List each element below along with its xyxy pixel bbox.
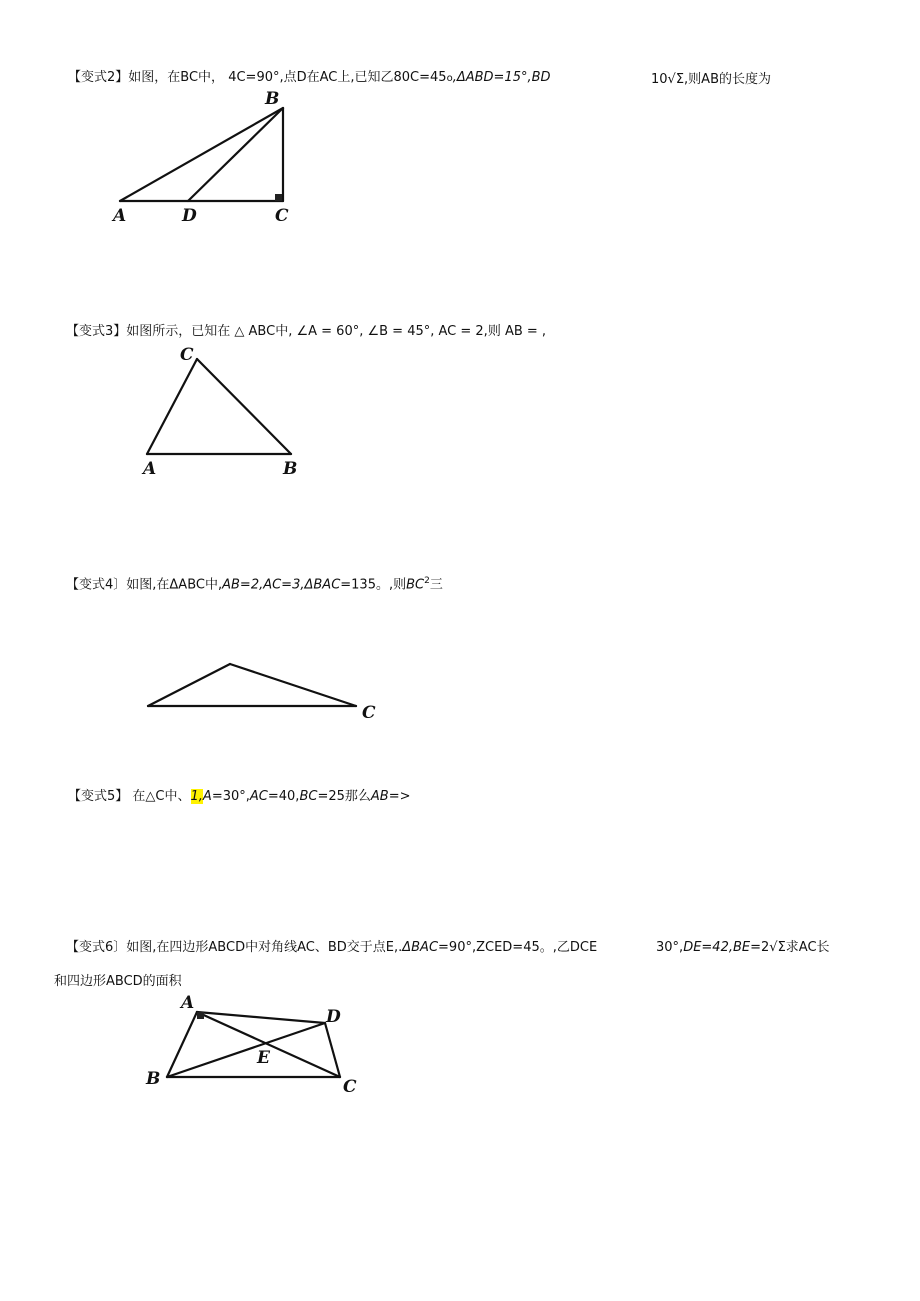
problem-5-cond5: BC — [299, 789, 318, 804]
label-b: B — [283, 459, 298, 479]
label-c: C — [180, 345, 194, 365]
label-a: A — [113, 206, 127, 226]
label-d: D — [182, 206, 197, 226]
problem-5-cond7: AB — [370, 789, 389, 804]
problem-2-tag: 【变式2】 — [68, 70, 129, 85]
problem-5-cond6: =25那么 — [317, 789, 371, 804]
problem-6-tail2: DE=42,BE — [683, 940, 751, 955]
segment-dc — [325, 1023, 340, 1077]
problem-2-cond2: o — [446, 73, 453, 84]
label-b: B — [146, 1069, 161, 1089]
label-c: C — [275, 206, 289, 226]
segment-bd — [167, 1023, 325, 1077]
problem-6-cond2: =90°,ZCED=45。,乙DCE — [438, 940, 598, 955]
label-d: D — [326, 1007, 341, 1027]
problem-5-tag: 【变式5】 — [68, 789, 129, 804]
problem-4-cond: AB=2,AC=3,ΔBAC — [222, 577, 341, 593]
problem-6-line2: 和四边形ABCD的面积 — [54, 974, 182, 989]
problem-2-cond3: ,ΔABD=15°,BD — [452, 70, 551, 85]
problem-2-cond1: 4C=90°,点D在AC上,已知乙80C=45 — [228, 70, 447, 85]
label-a: A — [143, 459, 157, 479]
problem-5-cond: A — [202, 789, 212, 804]
problem-5-tail: => — [388, 789, 411, 804]
label-c: C — [343, 1077, 357, 1097]
problem-2-text: 如图，在BC中， — [128, 70, 225, 85]
problem-6-tag: 【变式6〕 — [66, 940, 127, 955]
problem-4-sup: 2 — [424, 576, 430, 586]
problem-4-cond3: BC — [406, 577, 425, 593]
problem-5-text: 在△C中、 — [132, 789, 191, 804]
problem-5-highlight: 1, — [190, 789, 203, 804]
problem-6-tail3: =2√Σ求AC长 — [750, 940, 830, 955]
problem-4-text: 如图,在ΔABC中, — [126, 577, 223, 593]
problem-3-text: 如图所示，已知在 △ ABC中, ∠A = 60°, ∠B = 45°, AC = 2,则 AB = , — [126, 324, 547, 339]
problem-2-tail: 10√Σ,则AB的长度为 — [651, 72, 771, 87]
problem-4-tail: 三 — [429, 577, 443, 593]
problem-3-tag: 【变式3】 — [66, 324, 127, 339]
problem-4-cond2: =135。,则 — [340, 577, 407, 593]
problem-5-cond4: =40, — [267, 789, 300, 804]
label-b: B — [265, 89, 280, 109]
problem-6-tail1: 30°, — [656, 940, 684, 955]
problem-6-text: 如图,在四边形ABCD中对角线AC、BD交于点E,. — [126, 940, 403, 955]
problem-5-cond2: =30°, — [211, 789, 250, 804]
label-c: C — [362, 703, 376, 723]
right-angle-mark — [197, 1012, 204, 1019]
problem-6-cond: ΔBAC — [402, 940, 439, 955]
label-e: E — [257, 1048, 270, 1068]
problem-5-cond3: AC — [249, 789, 268, 804]
problem-4-tag: 【变式4〕 — [66, 577, 127, 593]
label-a: A — [181, 993, 195, 1013]
